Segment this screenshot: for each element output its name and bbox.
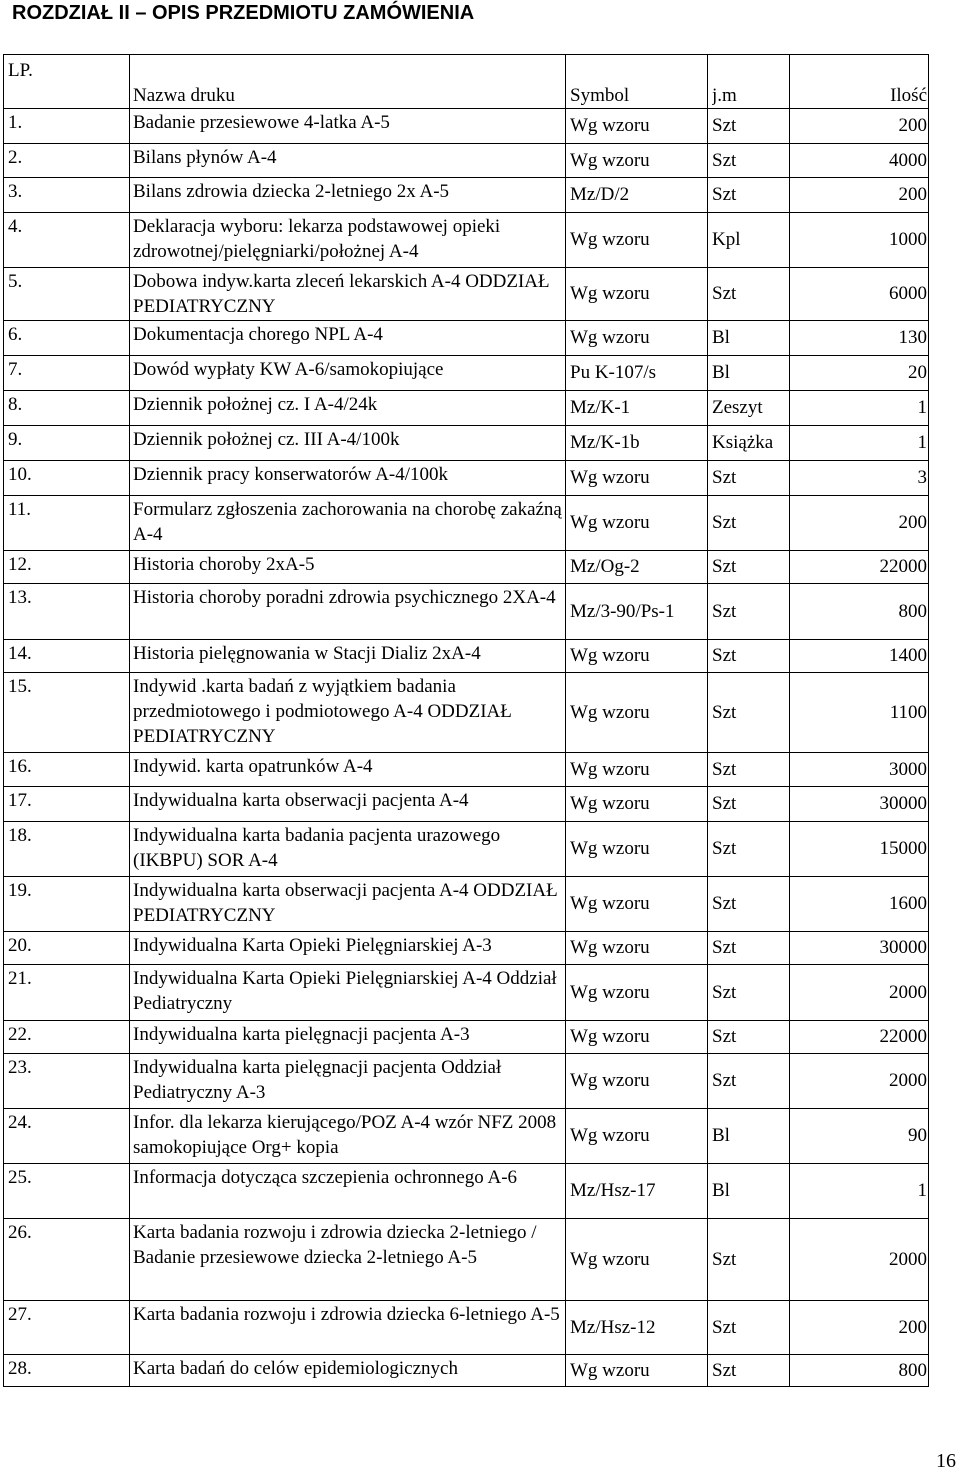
- symbol-cell: Pu K-107/s: [570, 362, 657, 383]
- row-divider: [3, 550, 929, 551]
- row-divider: [3, 1218, 929, 1219]
- row-divider: [3, 212, 929, 213]
- row-number-cell: 4.: [8, 216, 23, 237]
- unit-cell: Kpl: [712, 229, 741, 250]
- section-title: ROZDZIAŁ II – OPIS PRZEDMIOTU ZAMÓWIENIA: [12, 2, 475, 24]
- item-name-cell: Indywidualna Karta Opieki Pielęgniarskiej A-4 Oddział Pediatryczny: [133, 968, 557, 1014]
- quantity-cell: 1100: [889, 701, 927, 723]
- symbol-cell: Wg wzoru: [570, 283, 650, 304]
- row-divider: [3, 583, 929, 584]
- unit-cell: Szt: [712, 556, 737, 577]
- quantity-cell: 2000: [889, 1248, 927, 1270]
- unit-cell: Szt: [712, 981, 737, 1003]
- unit-cell: Szt: [712, 1248, 737, 1270]
- symbol-cell: Mz/K-1b: [570, 432, 640, 453]
- unit-cell: Szt: [712, 645, 737, 666]
- item-name-cell: Dobowa indyw.karta zleceń lekarskich A-4 ODDZIAŁ PEDIATRYCZNY: [133, 271, 550, 317]
- row-divider: [3, 425, 929, 426]
- row-number-cell: 1.: [8, 112, 23, 133]
- column-divider: [707, 54, 708, 1387]
- row-divider: [3, 1386, 929, 1387]
- symbol-cell: Wg wzoru: [570, 1026, 650, 1047]
- row-number-cell: 2.: [8, 147, 23, 168]
- quantity-cell: 15000: [879, 838, 927, 859]
- unit-cell: Szt: [712, 600, 737, 622]
- item-name-cell: Infor. dla lekarza kierującego/POZ A-4 wzór NFZ 2008 samokopiujące Org+ kopia: [133, 1112, 557, 1158]
- quantity-cell: 2000: [889, 981, 927, 1003]
- row-number-cell: 15.: [8, 676, 32, 697]
- unit-cell: Szt: [712, 149, 737, 171]
- item-name-cell: Karta badania rozwoju i zdrowia dziecka 2-letniego / Badanie przesiewowe dziecka 2-letniego A-5: [133, 1222, 537, 1268]
- quantity-cell: 30000: [879, 793, 927, 814]
- symbol-cell: Wg wzoru: [570, 1360, 650, 1381]
- item-name-cell: Dziennik pracy konserwatorów A-4/100k: [133, 464, 449, 485]
- symbol-cell: Mz/K-1: [570, 397, 631, 418]
- symbol-cell: Wg wzoru: [570, 1070, 650, 1091]
- symbol-cell: Mz/Og-2: [570, 556, 640, 577]
- symbol-cell: Wg wzoru: [570, 701, 650, 723]
- row-divider: [3, 876, 929, 877]
- unit-cell: Szt: [712, 512, 737, 533]
- row-number-cell: 18.: [8, 825, 32, 846]
- row-number-cell: 23.: [8, 1057, 32, 1078]
- item-name-cell: Dziennik położnej cz. I A-4/24k: [133, 394, 378, 415]
- row-number-cell: 12.: [8, 554, 32, 575]
- item-name-cell: Karta badania rozwoju i zdrowia dziecka 6-letniego A-5: [133, 1304, 560, 1325]
- symbol-cell: Mz/D/2: [570, 184, 630, 205]
- symbol-cell: Mz/3-90/Ps-1: [570, 600, 675, 622]
- row-number-cell: 26.: [8, 1222, 32, 1243]
- column-divider: [789, 54, 790, 1387]
- unit-cell: Szt: [712, 893, 737, 914]
- symbol-cell: Wg wzoru: [570, 1248, 650, 1270]
- item-name-cell: Nazwa druku: [133, 85, 235, 106]
- symbol-cell: Wg wzoru: [570, 229, 650, 250]
- row-number-cell: 5.: [8, 271, 23, 292]
- row-divider: [3, 390, 929, 391]
- row-divider: [3, 108, 929, 109]
- row-number-cell: 16.: [8, 756, 32, 777]
- row-divider: [3, 786, 929, 787]
- quantity-cell: 200: [898, 1316, 927, 1338]
- quantity-cell: Ilość: [890, 85, 927, 106]
- symbol-cell: Wg wzoru: [570, 893, 650, 914]
- unit-cell: Szt: [712, 115, 737, 136]
- row-number-cell: 21.: [8, 968, 32, 989]
- item-name-cell: Indywidualna karta badania pacjenta urazowego (IKBPU) SOR A-4: [133, 825, 501, 871]
- quantity-cell: 90: [908, 1125, 927, 1146]
- row-divider: [3, 821, 929, 822]
- row-number-cell: 27.: [8, 1304, 32, 1325]
- row-divider: [3, 267, 929, 268]
- item-name-cell: Historia pielęgnowania w Stacji Dializ 2xA-4: [133, 643, 481, 664]
- quantity-cell: 1: [917, 432, 927, 453]
- row-divider: [3, 931, 929, 932]
- row-number-cell: 8.: [8, 394, 23, 415]
- unit-cell: Bl: [712, 1125, 730, 1146]
- quantity-cell: 1000: [889, 229, 927, 250]
- row-number-cell: 20.: [8, 935, 32, 956]
- row-number-cell: 7.: [8, 359, 23, 380]
- row-divider: [3, 54, 929, 55]
- row-number-cell: 14.: [8, 643, 32, 664]
- column-divider: [129, 54, 130, 1387]
- item-name-cell: Indywid .karta badań z wyjątkiem badania przedmiotowego i podmiotowego A-4 ODDZIAŁ PEDIATRYCZNY: [133, 676, 512, 747]
- row-divider: [3, 639, 929, 640]
- row-divider: [3, 752, 929, 753]
- row-number-cell: 11.: [8, 499, 32, 520]
- quantity-cell: 800: [898, 1360, 927, 1381]
- row-divider: [3, 495, 929, 496]
- row-number-cell: 10.: [8, 464, 32, 485]
- quantity-cell: 1400: [889, 645, 927, 666]
- unit-cell: Szt: [712, 937, 737, 958]
- symbol-cell: Wg wzoru: [570, 1125, 650, 1146]
- row-divider: [3, 1108, 929, 1109]
- item-name-cell: Historia choroby 2xA-5: [133, 554, 315, 575]
- row-number-cell: 17.: [8, 790, 32, 811]
- page-number: 16: [936, 1450, 956, 1472]
- symbol-cell: Wg wzoru: [570, 645, 650, 666]
- quantity-cell: 20: [908, 362, 927, 383]
- symbol-cell: Wg wzoru: [570, 937, 650, 958]
- quantity-cell: 22000: [879, 1026, 927, 1047]
- quantity-cell: 4000: [889, 149, 927, 171]
- unit-cell: Szt: [712, 184, 737, 205]
- item-name-cell: Formularz zgłoszenia zachorowania na chorobę zakaźną A-4: [133, 499, 562, 545]
- quantity-cell: 200: [898, 512, 927, 533]
- unit-cell: Książka: [712, 432, 774, 453]
- unit-cell: Szt: [712, 793, 737, 814]
- unit-cell: Szt: [712, 283, 737, 304]
- quantity-cell: 200: [898, 115, 927, 136]
- unit-cell: Szt: [712, 838, 737, 859]
- symbol-cell: Wg wzoru: [570, 793, 650, 814]
- item-name-cell: Bilans zdrowia dziecka 2-letniego 2x A-5: [133, 181, 450, 202]
- row-number-cell: 3.: [8, 181, 23, 202]
- symbol-cell: Wg wzoru: [570, 981, 650, 1003]
- quantity-cell: 22000: [879, 556, 927, 577]
- quantity-cell: 800: [898, 600, 927, 622]
- item-name-cell: Badanie przesiewowe 4-latka A-5: [133, 112, 390, 133]
- row-divider: [3, 1163, 929, 1164]
- unit-cell: Szt: [712, 758, 737, 780]
- quantity-cell: 130: [898, 327, 927, 348]
- symbol-cell: Symbol: [570, 85, 630, 106]
- item-name-cell: Indywidualna karta obserwacji pacjenta A-4: [133, 790, 469, 811]
- order-items-table: [3, 54, 929, 1394]
- symbol-cell: Mz/Hsz-17: [570, 1180, 656, 1201]
- symbol-cell: Wg wzoru: [570, 838, 650, 859]
- item-name-cell: Indywidualna karta pielęgnacji pacjenta Oddział Pediatryczny A-3: [133, 1057, 502, 1103]
- column-divider: [565, 54, 566, 1387]
- item-name-cell: Indywidualna Karta Opieki Pielęgniarskiej A-3: [133, 935, 492, 956]
- item-name-cell: Dowód wypłaty KW A-6/samokopiujące: [133, 359, 444, 380]
- item-name-cell: Indywidualna karta obserwacji pacjenta A-4 ODDZIAŁ PEDIATRYCZNY: [133, 880, 558, 926]
- quantity-cell: 1: [917, 397, 927, 418]
- row-number-cell: 25.: [8, 1167, 32, 1188]
- item-name-cell: Historia choroby poradni zdrowia psychicznego 2XA-4: [133, 587, 556, 608]
- unit-cell: Zeszyt: [712, 397, 763, 418]
- quantity-cell: 3000: [889, 758, 927, 780]
- unit-cell: Szt: [712, 1026, 737, 1047]
- row-number-cell: 28.: [8, 1358, 32, 1379]
- row-divider: [3, 355, 929, 356]
- item-name-cell: Bilans płynów A-4: [133, 147, 277, 168]
- row-number-cell: 22.: [8, 1024, 32, 1045]
- symbol-cell: Wg wzoru: [570, 758, 650, 780]
- symbol-cell: Wg wzoru: [570, 115, 650, 136]
- item-name-cell: Deklaracja wyboru: lekarza podstawowej opieki zdrowotnej/pielęgniarki/położnej A-4: [133, 216, 501, 262]
- row-divider: [3, 1354, 929, 1355]
- quantity-cell: 200: [898, 184, 927, 205]
- item-name-cell: Indywid. karta opatrunków A-4: [133, 756, 373, 777]
- symbol-cell: Wg wzoru: [570, 512, 650, 533]
- row-divider: [3, 672, 929, 673]
- symbol-cell: Mz/Hsz-12: [570, 1316, 656, 1338]
- row-divider: [3, 1020, 929, 1021]
- quantity-cell: 1600: [889, 893, 927, 914]
- unit-cell: Bl: [712, 327, 730, 348]
- row-divider: [3, 460, 929, 461]
- row-divider: [3, 1300, 929, 1301]
- quantity-cell: 3: [917, 467, 927, 488]
- unit-cell: Szt: [712, 1070, 737, 1091]
- row-divider: [3, 320, 929, 321]
- quantity-cell: 2000: [889, 1070, 927, 1091]
- quantity-cell: 30000: [879, 937, 927, 958]
- item-name-cell: Karta badań do celów epidemiologicznych: [133, 1358, 458, 1379]
- row-number-cell: LP.: [8, 60, 33, 81]
- row-divider: [3, 964, 929, 965]
- quantity-cell: 1: [917, 1180, 927, 1201]
- row-number-cell: 13.: [8, 587, 32, 608]
- unit-cell: Szt: [712, 701, 737, 723]
- item-name-cell: Dziennik położnej cz. III A-4/100k: [133, 429, 400, 450]
- symbol-cell: Wg wzoru: [570, 327, 650, 348]
- item-name-cell: Indywidualna karta pielęgnacji pacjenta A-3: [133, 1024, 470, 1045]
- item-name-cell: Informacja dotycząca szczepienia ochronnego A-6: [133, 1167, 518, 1188]
- symbol-cell: Wg wzoru: [570, 149, 650, 171]
- unit-cell: Bl: [712, 1180, 730, 1201]
- unit-cell: j.m: [712, 85, 737, 106]
- row-divider: [3, 143, 929, 144]
- unit-cell: Bl: [712, 362, 730, 383]
- item-name-cell: Dokumentacja chorego NPL A-4: [133, 324, 383, 345]
- column-divider: [3, 54, 4, 1387]
- column-divider: [928, 54, 929, 1387]
- unit-cell: Szt: [712, 467, 737, 488]
- unit-cell: Szt: [712, 1316, 737, 1338]
- row-divider: [3, 177, 929, 178]
- row-number-cell: 24.: [8, 1112, 32, 1133]
- symbol-cell: Wg wzoru: [570, 467, 650, 488]
- row-number-cell: 19.: [8, 880, 32, 901]
- row-number-cell: 6.: [8, 324, 23, 345]
- row-divider: [3, 1053, 929, 1054]
- row-number-cell: 9.: [8, 429, 23, 450]
- unit-cell: Szt: [712, 1360, 737, 1381]
- quantity-cell: 6000: [889, 283, 927, 304]
